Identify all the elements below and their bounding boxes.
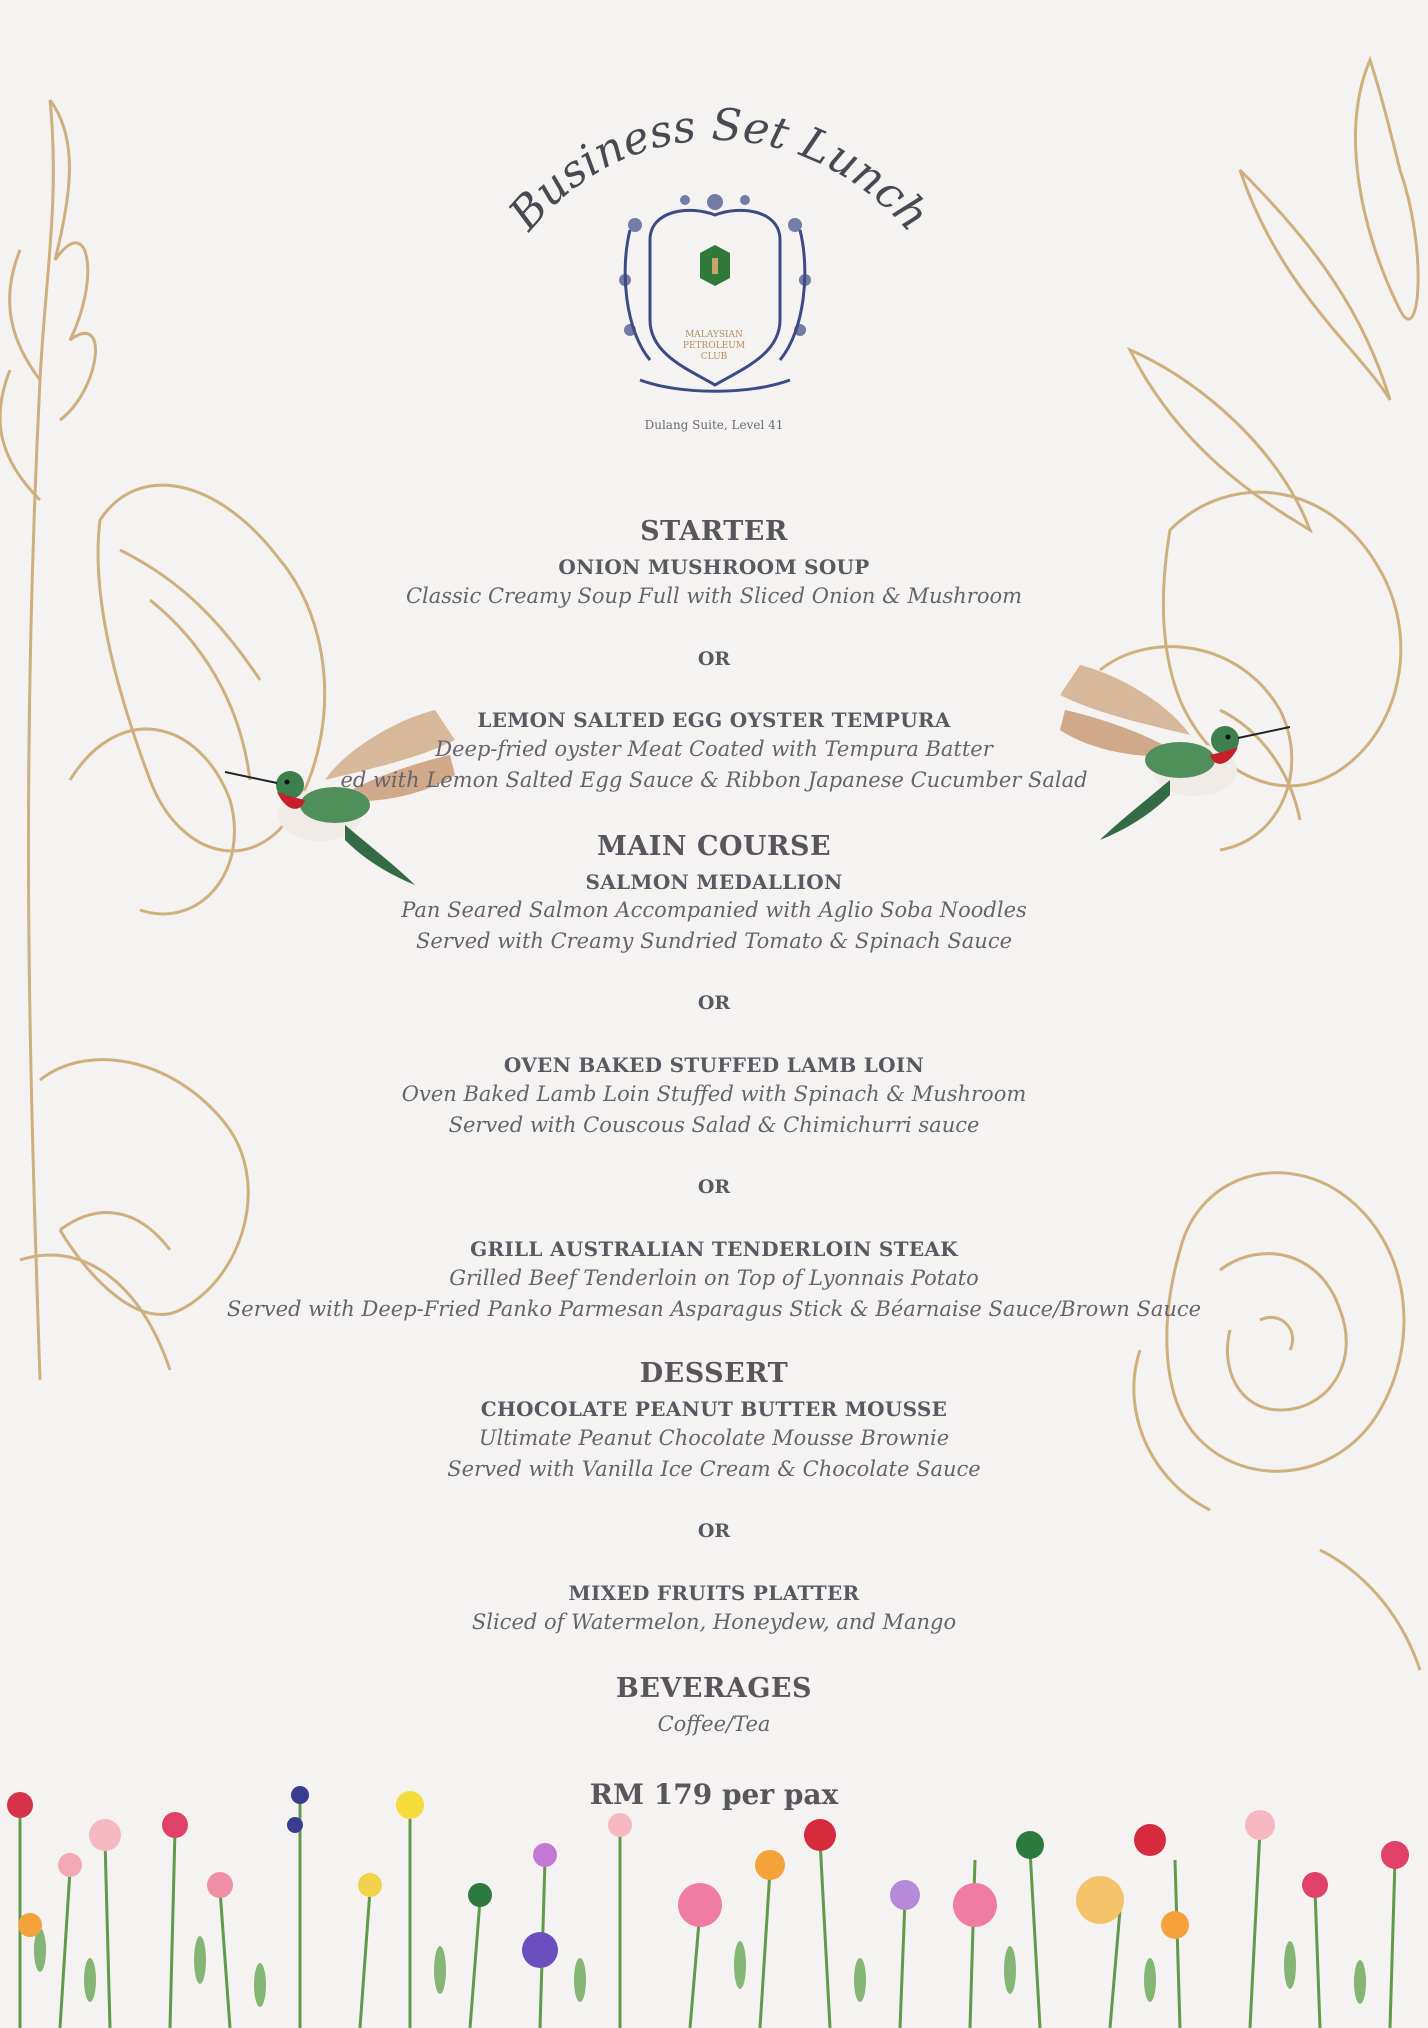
dish-description: Pan Seared Salmon Accompanied with Aglio Soba Noodles [401,898,1027,922]
or-divider: OR [697,1520,731,1542]
dish-description: Served with Deep-Fried Panko Parmesan Asparagus Stick & Béarnaise Sauce/Brown Sauce [226,1297,1202,1321]
dish-name: LEMON SALTED EGG OYSTER TEMPURA [477,708,951,732]
dish-description: Classic Creamy Soup Full with Sliced Onion & Mushroom [405,584,1023,608]
price-per-pax: RM 179 per pax [589,1778,839,1811]
dish-description: Oven Baked Lamb Loin Stuffed with Spinach & Mushroom [401,1082,1027,1106]
section-title-beverages: BEVERAGES [616,1673,812,1704]
dish-name: ONION MUSHROOM SOUP [558,555,870,579]
club-crest-logo [610,190,820,410]
or-divider: OR [697,648,731,670]
or-divider: OR [697,1176,731,1198]
section-title-starter: STARTER [640,516,788,547]
dish-description: Served with Creamy Sundried Tomato & Spinach Sauce [415,929,1013,953]
crest-text-line-1: MALAYSIAN [685,330,743,340]
crest-text-line-3: CLUB [700,352,728,362]
section-title-dessert: DESSERT [639,1358,789,1389]
or-divider: OR [697,992,731,1014]
dish-description: Ultimate Peanut Chocolate Mousse Brownie [478,1426,950,1450]
crest-text-line-2: PETROLEUM [682,341,746,351]
venue-location: Dulang Suite, Level 41 [644,418,784,432]
section-title-main-course: MAIN COURSE [596,831,832,862]
dish-description: Sliced of Watermelon, Honeydew, and Mango [471,1610,957,1634]
dish-description: Served with Vanilla Ice Cream & Chocolate Sauce [447,1457,981,1481]
dish-description: Coffee/Tea [657,1712,771,1736]
dish-description: Served with Couscous Salad & Chimichurri sauce [448,1113,980,1137]
dish-name: GRILL AUSTRALIAN TENDERLOIN STEAK [470,1237,958,1261]
dish-description: Grilled Beef Tenderloin on Top of Lyonnais Potato [449,1266,979,1290]
dish-name: CHOCOLATE PEANUT BUTTER MOUSSE [480,1397,948,1421]
dish-description: ed with Lemon Salted Egg Sauce & Ribbon Japanese Cucumber Salad [340,768,1088,792]
dish-description: Deep-fried oyster Meat Coated with Tempura Batter [435,737,993,761]
menu-title: Business Set Lunch [499,99,940,241]
dish-name: SALMON MEDALLION [585,870,843,894]
dish-name: MIXED FRUITS PLATTER [568,1581,860,1605]
dish-name: OVEN BAKED STUFFED LAMB LOIN [503,1053,925,1077]
